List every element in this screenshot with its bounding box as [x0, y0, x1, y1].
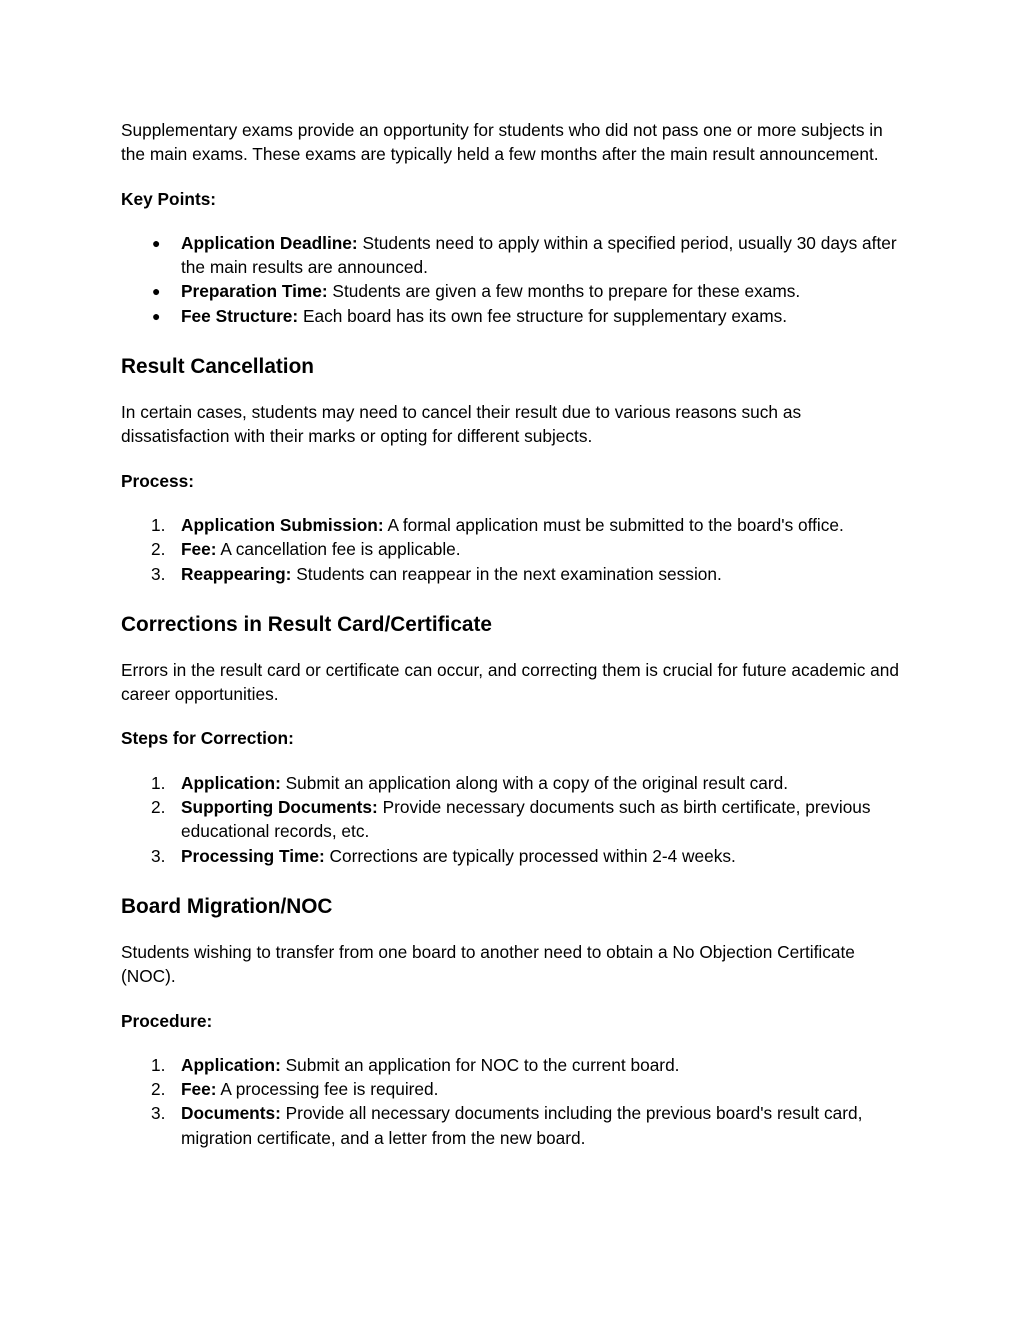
item-number: 2. [151, 1079, 166, 1100]
item-desc: Submit an application along with a copy of the original result card. [280, 772, 789, 793]
item-term: Preparation Time: [181, 281, 328, 302]
section-list [121, 771, 911, 868]
item-number: 1. [151, 772, 166, 793]
item-desc: Students need to apply within a specified period, usually 30 days after the main results are announced. [181, 232, 897, 278]
item-desc: Students can reappear in the next examination session. [291, 563, 722, 584]
section-paragraph: Students wishing to transfer from one board to another need to obtain a No Objection Certificate (NOC). [121, 941, 855, 987]
item-desc: Each board has its own fee structure for supplementary exams. [298, 305, 788, 326]
item-number: 2. [151, 539, 166, 560]
item-desc: Provide necessary documents such as birth certificate, previous educational records, etc. [181, 797, 871, 842]
item-term: Fee: [181, 1079, 217, 1100]
section-label: Procedure: [121, 1010, 213, 1031]
section-heading: Corrections in Result Card/Certificate [121, 612, 492, 636]
list-item [121, 513, 911, 537]
item-number: 1. [151, 514, 166, 535]
section-list [121, 513, 911, 586]
item-term: Supporting Documents: [181, 797, 378, 818]
bullet-icon: ● [152, 234, 161, 251]
list-item [121, 795, 911, 844]
list-item [121, 231, 911, 280]
item-desc: A cancellation fee is applicable. [216, 539, 461, 560]
item-number: 2. [151, 797, 166, 818]
document-page [121, 118, 911, 1150]
item-term: Fee Structure: [181, 305, 299, 326]
item-desc: Corrections are typically processed within 2-4 weeks. [324, 845, 736, 866]
list-item [121, 1101, 911, 1150]
section-label: Steps for Correction: [121, 728, 294, 749]
list-item [121, 771, 911, 795]
list-item [121, 304, 911, 328]
bullet-icon: ● [152, 307, 161, 324]
item-desc: Submit an application for NOC to the current board. [280, 1054, 680, 1075]
list-item [121, 562, 911, 586]
item-term: Application Deadline: [181, 232, 358, 253]
section-paragraph: Errors in the result card or certificate can occur, and correcting them is crucial for future academic and career opportunities. [121, 659, 899, 705]
item-term: Application: [181, 772, 281, 793]
item-term: Processing Time: [181, 845, 325, 866]
section-heading: Board Migration/NOC [121, 894, 333, 918]
list-item [121, 844, 911, 868]
list-item [121, 537, 911, 561]
section-list [121, 1053, 911, 1150]
item-number: 3. [151, 563, 166, 584]
item-desc: Students are given a few months to prepare for these exams. [327, 281, 801, 302]
list-item [121, 279, 911, 303]
item-number: 1. [151, 1054, 166, 1075]
item-desc: Provide all necessary documents including the previous board's result card, migration certificate, and a letter from the new board. [181, 1103, 863, 1148]
section-heading: Result Cancellation [121, 355, 314, 379]
key-points-list [121, 231, 911, 328]
item-term: Fee: [181, 539, 217, 560]
item-term: Application Submission: [181, 514, 384, 535]
item-number: 3. [151, 845, 166, 866]
item-desc: A processing fee is required. [216, 1079, 439, 1100]
item-term: Reappearing: [181, 563, 292, 584]
list-item [121, 1077, 911, 1101]
item-term: Documents: [181, 1103, 281, 1124]
item-number: 3. [151, 1103, 166, 1124]
intro-paragraph: Supplementary exams provide an opportunity for students who did not pass one or more subjects in the main exams. These exams are typically held a few months after the main result announcement. [121, 120, 883, 165]
list-item [121, 1053, 911, 1077]
key-points-label: Key Points: [121, 188, 217, 209]
item-term: Application: [181, 1054, 281, 1075]
item-desc: A formal application must be submitted to the board's office. [383, 514, 844, 535]
section-paragraph: In certain cases, students may need to cancel their result due to various reasons such as dissatisfaction with their marks or opting for different subjects. [121, 402, 802, 447]
section-label: Process: [121, 470, 195, 491]
bullet-icon: ● [152, 283, 161, 300]
